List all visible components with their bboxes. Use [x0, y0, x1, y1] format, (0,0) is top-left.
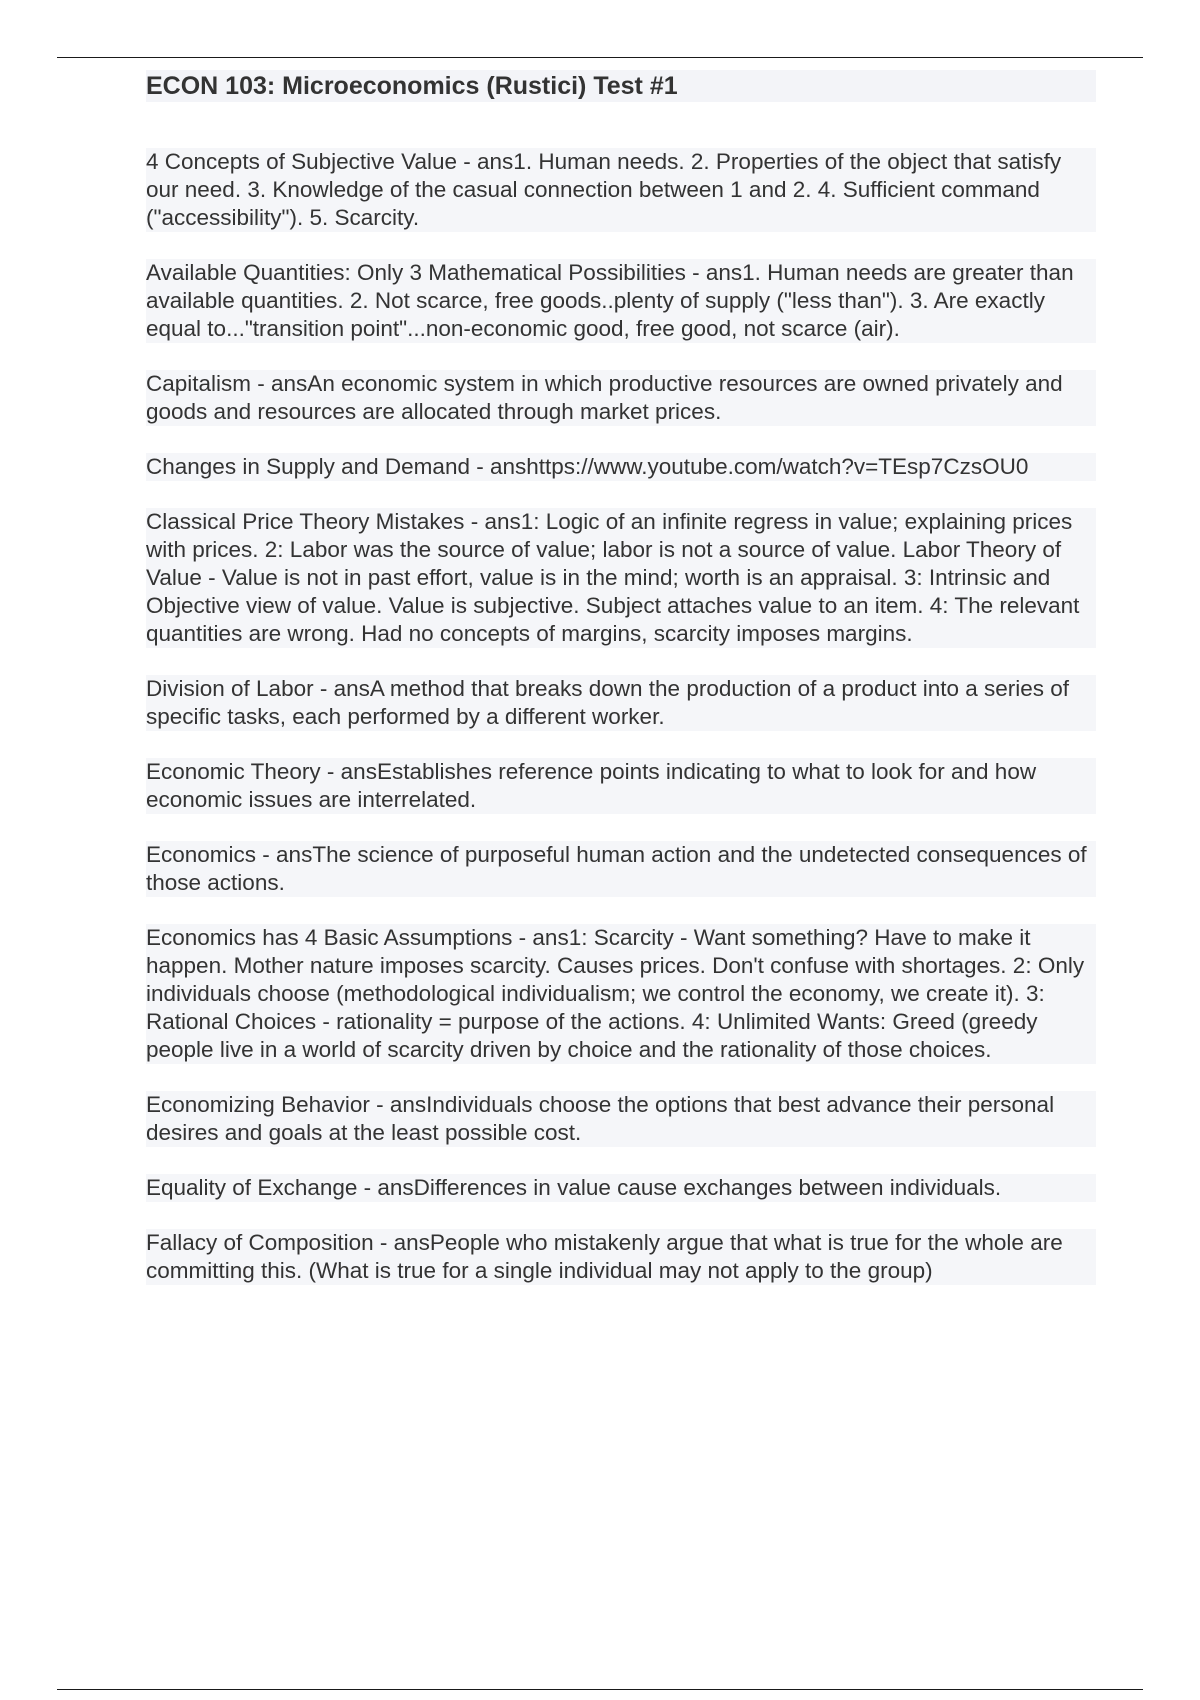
flashcard-entry	[146, 1174, 1096, 1202]
flashcard-entry	[146, 148, 1096, 232]
entry-term: Changes in Supply and Demand -	[146, 454, 490, 479]
entry-answer: ans1: Logic of an infinite regress in value; explaining prices with prices. 2: Labor was the source of value; labor is not a source of value. Labor Theory of Value - Value is not in past effort, value is in the mind; worth is an appraisal. 3: Intrinsic and Objective view of value. Value is subjective. Subject attaches value to an item. 4: The relevant quantities are wrong. Had no concepts of margins, scarcity imposes margins.	[146, 509, 1080, 646]
entry-term: Classical Price Theory Mistakes -	[146, 509, 484, 534]
entry-term: Economic Theory -	[146, 759, 341, 784]
entry-term: Available Quantities: Only 3 Mathematical Possibilities -	[146, 260, 706, 285]
bottom-rule	[57, 1689, 1143, 1690]
entry-answer: ans1. Human needs are greater than available quantities. 2. Not scarce, free goods..plenty of supply ("less than"). 3. Are exactly equal to..."transition point"...non-economic good, free good, not scarce (air).	[146, 260, 1074, 341]
flashcard-entry	[146, 508, 1096, 648]
flashcard-entry	[146, 453, 1096, 481]
top-rule	[57, 57, 1143, 58]
entry-term: Economizing Behavior -	[146, 1092, 390, 1117]
entry-term: Fallacy of Composition -	[146, 1230, 394, 1255]
flashcard-entry	[146, 675, 1096, 731]
flashcard-entry	[146, 841, 1096, 897]
entry-term: Economics has 4 Basic Assumptions -	[146, 925, 532, 950]
entry-term: Division of Labor -	[146, 676, 334, 701]
entry-answer: ansPeople who mistakenly argue that what is true for the whole are committing this. (What is true for a single individual may not apply to the group)	[146, 1230, 1063, 1283]
flashcard-entry	[146, 758, 1096, 814]
entry-term: Economics -	[146, 842, 276, 867]
flashcard-entry	[146, 1091, 1096, 1147]
entry-answer: ansIndividuals choose the options that best advance their personal desires and goals at the least possible cost.	[146, 1092, 1055, 1145]
entry-answer: ansA method that breaks down the production of a product into a series of specific tasks, each performed by a different worker.	[146, 676, 1070, 729]
flashcard-entry	[146, 924, 1096, 1064]
entry-answer: ansThe science of purposeful human action and the undetected consequences of those actions.	[146, 842, 1087, 895]
entry-term: Capitalism -	[146, 371, 271, 396]
entry-answer: anshttps://www.youtube.com/watch?v=TEsp7CzsOU0	[489, 454, 1029, 479]
entry-term: 4 Concepts of Subjective Value -	[146, 149, 477, 174]
document-title: ECON 103: Microeconomics (Rustici) Test #1	[146, 70, 1096, 102]
flashcard-entry	[146, 259, 1096, 343]
entry-answer: ansDifferences in value cause exchanges between individuals.	[377, 1175, 1002, 1200]
entry-answer: ans1: Scarcity - Want something? Have to make it happen. Mother nature imposes scarcity. Causes prices. Don't confuse with shortages. 2: Only individuals choose (methodological individualism; we control the economy, we create it). 3: Rational Choices - rationality = purpose of the actions. 4: Unlimited Wants: Greed (greedy people live in a world of scarcity driven by choice and the rationality of those choices.	[146, 925, 1085, 1062]
document-body	[146, 70, 1096, 1312]
entry-answer: ansEstablishes reference points indicating to what to look for and how economic issues are interrelated.	[146, 759, 1037, 812]
entry-answer: ans1. Human needs. 2. Properties of the object that satisfy our need. 3. Knowledge of the casual connection between 1 and 2. 4. Sufficient command ("accessibility"). 5. Scarcity.	[146, 149, 1062, 230]
flashcard-entry	[146, 1229, 1096, 1285]
entry-answer: ansAn economic system in which productive resources are owned privately and goods and resources are allocated through market prices.	[146, 371, 1063, 424]
flashcard-entry	[146, 370, 1096, 426]
entry-term: Equality of Exchange -	[146, 1175, 377, 1200]
